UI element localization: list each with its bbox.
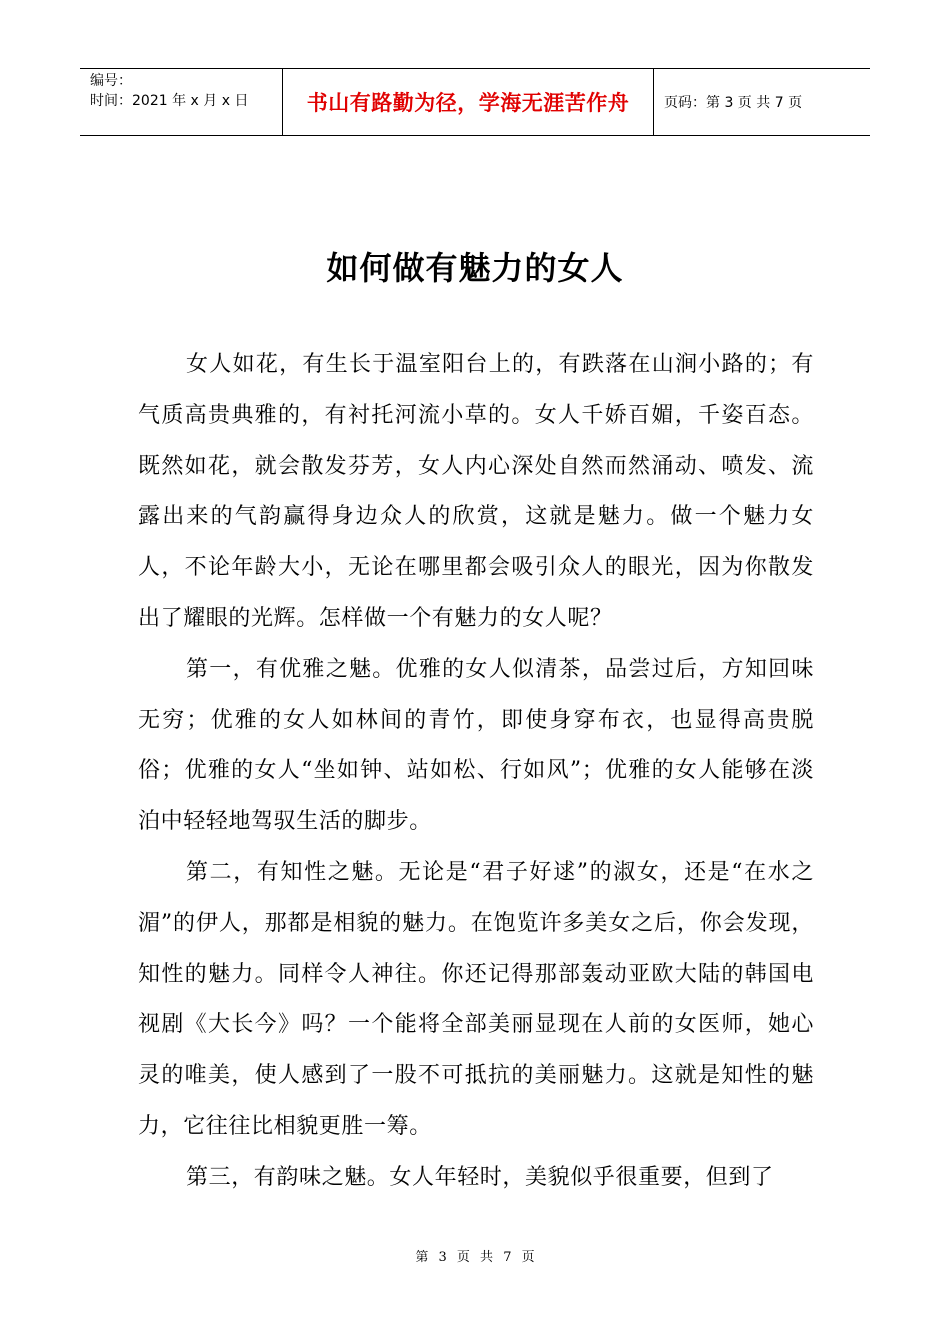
header-motto: 书山有路勤为径，学海无涯苦作舟: [282, 69, 654, 135]
paragraph-second: 第二，有知性之魅。无论是“君子好逑”的淑女，还是“在水之湄”的伊人，那都是相貌的魅力。在饱览许多美女之后，你会发现，知性的魅力。同样令人神往。你还记得那部轰动亚欧大陆的韩国电视剧《大长今》吗？一个能将全部美丽显现在人前的女医师，她心灵的唯美，使人感到了一股不可抵抗的美丽魅力。这就是知性的魅力，它往往比相貌更胜一筹。: [138, 859, 814, 1139]
number-label: 编号：: [90, 73, 132, 89]
date-line: 时间：2021 年 x 月 x 日: [90, 93, 249, 109]
paragraph-third: 第三，有韵味之魅。女人年轻时，美貌似乎很重要，但到了: [186, 1164, 774, 1190]
page-footer: 第 3 页 共 7 页: [415, 1250, 535, 1265]
document-body: [138, 340, 814, 1204]
document-title: 如何做有魅力的女人: [326, 249, 624, 287]
paragraph-intro: 女人如花，有生长于温室阳台上的，有跌落在山涧小路的；有气质高贵典雅的，有衬托河流小草的。女人千娇百媚，千姿百态。既然如花，就会散发芬芳，女人内心深处自然而然涌动、喷发、流露出来的气韵赢得身边众人的欣赏，这就是魅力。做一个魅力女人，不论年龄大小，无论在哪里都会吸引众人的眼光，因为你散发出了耀眼的光辉。怎样做一个有魅力的女人呢？: [138, 352, 814, 631]
header-page-info: 页码：第 3 页 共 7 页: [664, 95, 803, 111]
header-meta: [80, 69, 282, 135]
document-header: [80, 68, 870, 136]
paragraph-first: 第一，有优雅之魅。优雅的女人似清茶，品尝过后，方知回味无穷；优雅的女人如林间的青竹，即使身穿布衣，也显得高贵脱俗；优雅的女人“坐如钟、站如松、行如风”；优雅的女人能够在淡泊中轻轻地驾驭生活的脚步。: [138, 656, 814, 835]
